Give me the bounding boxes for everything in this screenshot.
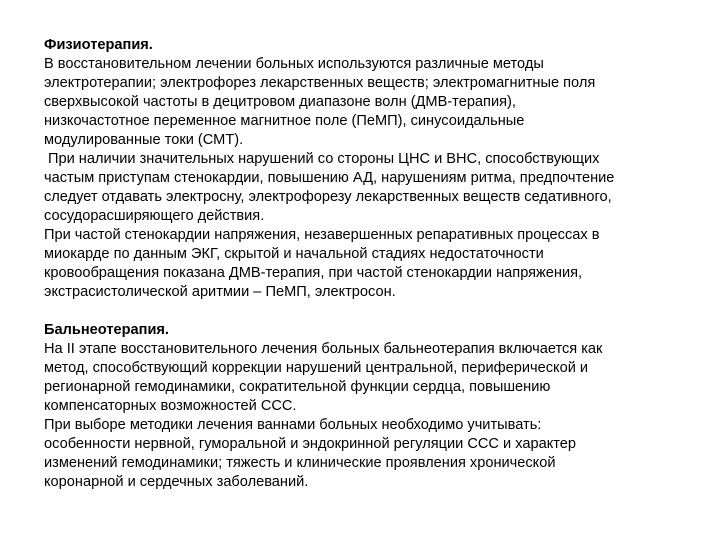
- physio-line: В восстановительном лечении больных используются различные методы: [44, 56, 544, 72]
- balneo-line: метод, способствующий коррекции нарушений центральной, периферической и: [44, 360, 589, 376]
- physiotherapy-heading: Физиотерапия.: [44, 37, 153, 53]
- balneotherapy-heading: Бальнеотерапия.: [44, 322, 169, 338]
- physio-line: сосудорасширяющего действия.: [44, 208, 265, 224]
- document-text: [44, 36, 684, 492]
- balneo-line: При выборе методики лечения ваннами больных необходимо учитывать:: [44, 417, 542, 433]
- physio-line: миокарде по данным ЭКГ, скрытой и начальной стадиях недостаточности: [44, 246, 544, 262]
- physio-line: сверхвысокой частоты в децитровом диапазоне волн (ДМВ-терапия),: [44, 94, 516, 110]
- balneo-line: компенсаторных возможностей ССС.: [44, 398, 297, 414]
- physio-line: модулированные токи (СМТ).: [44, 132, 244, 148]
- balneo-line: На II этапе восстановительного лечения больных бальнеотерапия включается как: [44, 341, 603, 357]
- balneo-line: особенности нервной, гуморальной и эндокринной регуляции ССС и характер: [44, 436, 577, 452]
- physio-line: частым приступам стенокардии, повышению АД, нарушениям ритма, предпочтение: [44, 170, 615, 186]
- physio-line: электротерапии; электрофорез лекарственных веществ; электромагнитные поля: [44, 75, 596, 91]
- physio-line: экстрасистолической аритмии – ПеМП, электросон.: [44, 284, 396, 300]
- balneo-line: коронарной и сердечных заболеваний.: [44, 474, 309, 490]
- physio-line: низкочастотное переменное магнитное поле (ПеМП), синусоидальные: [44, 113, 525, 129]
- physio-line: следует отдавать электросну, электрофорезу лекарственных веществ седативного,: [44, 189, 612, 205]
- physio-line: При наличии значительных нарушений со стороны ЦНС и ВНС, способствующих: [48, 151, 600, 167]
- balneo-line: регионарной гемодинамики, сократительной функции сердца, повышению: [44, 379, 551, 395]
- balneo-line: изменений гемодинамики; тяжесть и клинические проявления хронической: [44, 455, 556, 471]
- physio-line: При частой стенокардии напряжения, незавершенных репаративных процессах в: [44, 227, 600, 243]
- physio-line: кровообращения показана ДМВ-терапия, при частой стенокардии напряжения,: [44, 265, 583, 281]
- section-spacer: [44, 302, 684, 321]
